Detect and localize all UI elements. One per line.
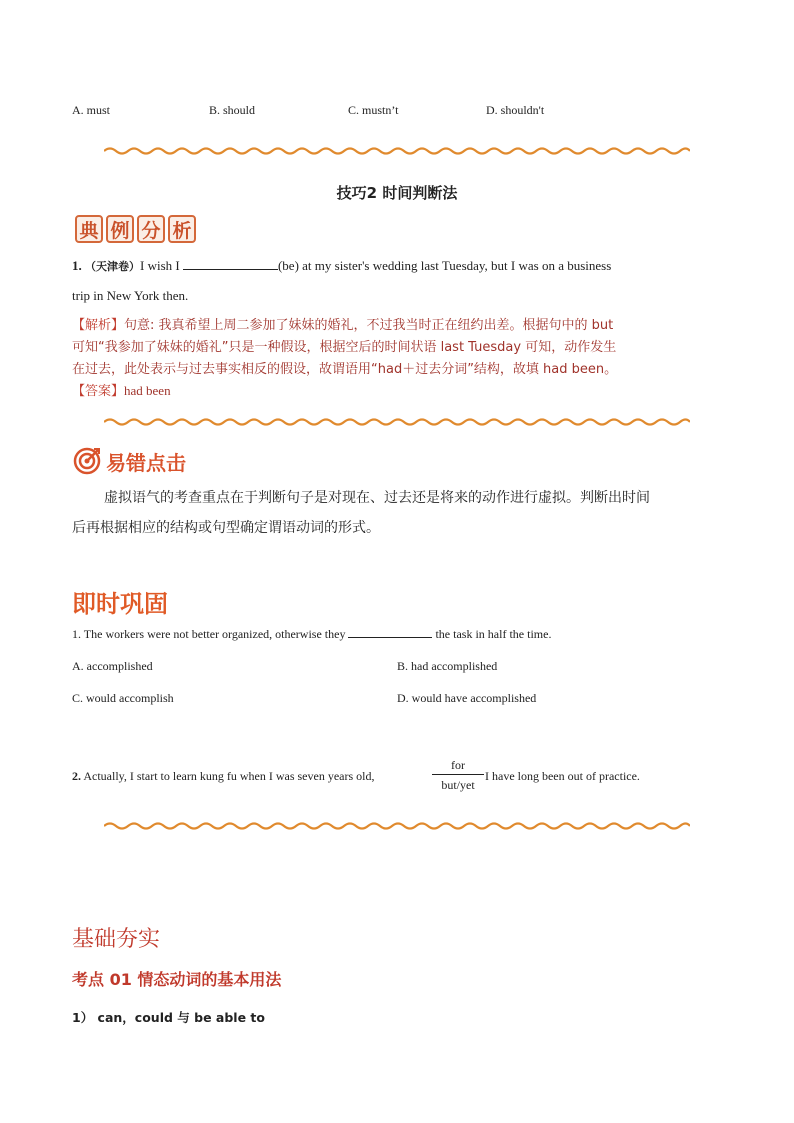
analysis-line: 可知“我参加了妹妹的婚礼”只是一种假设，根据空后的时间状语 last Tuesday 可知，动作发生 [72, 340, 617, 355]
wave-divider [104, 821, 690, 831]
option-a: A. must [72, 103, 111, 117]
question-source: （天津卷） [85, 260, 140, 273]
option-d: D. shouldn't [486, 103, 545, 117]
question-text: the task in half the time. [432, 627, 552, 641]
analysis-tag: 【解析】 [72, 318, 125, 333]
mistake-title: 易错点击 [106, 450, 186, 475]
question-number: 1. [72, 258, 82, 273]
fraction-top: for [432, 756, 484, 775]
mistake-line: 虚拟语气的考查重点在于判断句子是对现在、过去还是将来的动作进行虚拟。判断出时间 [104, 490, 650, 506]
kaodian-heading: 考点 01 情态动词的基本用法 [72, 970, 282, 989]
q1-option-a: A. accomplished [72, 659, 153, 673]
header-char: 例 [106, 215, 134, 243]
fraction-bottom: but/yet [441, 778, 475, 792]
mistake-header [72, 446, 186, 476]
wave-divider [104, 417, 690, 427]
answer-fraction [432, 756, 484, 795]
question-line-2: trip in New York then. [72, 288, 189, 303]
question-text: I have long been out of practice. [485, 769, 640, 783]
question-number: 2. [72, 769, 81, 783]
wave-divider [104, 146, 690, 156]
practice-question-1 [72, 624, 551, 644]
question-text: 1. The workers were not better organized, otherwise they [72, 627, 349, 641]
kaodian-item-1: 1） can，could 与 be able to [72, 1010, 265, 1025]
option-b: B. should [209, 103, 256, 117]
example-question [72, 256, 722, 277]
practice-question-2 [72, 766, 374, 786]
mistake-text [72, 483, 732, 543]
header-char: 典 [75, 215, 103, 243]
analysis-line: 句意: 我真希望上周二参加了妹妹的婚礼，不过我当时正在纽约出差。根据句中的 but [124, 318, 614, 333]
header-char: 析 [168, 215, 196, 243]
question-text: Actually, I start to learn kung fu when I was seven years old, [81, 769, 375, 783]
answer-tag: 【答案】 [72, 384, 125, 399]
analysis-block [72, 314, 732, 402]
question-text: I wish I [140, 258, 183, 273]
q1-option-c: C. would accomplish [72, 691, 174, 705]
answer-text: had been [124, 383, 171, 398]
answer-blank [348, 624, 432, 638]
section-title: 技巧2 时间判断法 [336, 184, 458, 202]
option-c: C. mustn’t [348, 103, 399, 117]
answer-blank [183, 256, 278, 270]
header-char: 分 [137, 215, 165, 243]
target-icon [72, 446, 102, 476]
mistake-line: 后再根据相应的结构或句型确定谓语动词的形式。 [72, 520, 380, 536]
foundation-title: 基础夯实 [72, 927, 161, 952]
q1-option-d: D. would have accomplished [397, 691, 537, 705]
analysis-line: 在过去，此处表示与过去事实相反的假设，故谓语用“had＋过去分词”结构，故填 had been。 [72, 362, 618, 377]
question-text: (be) at my sister's wedding last Tuesday, but I was on a business [277, 258, 612, 273]
example-analysis-header [75, 215, 196, 243]
q1-option-b: B. had accomplished [397, 659, 498, 673]
practice-header: 即时巩固 [72, 590, 168, 618]
